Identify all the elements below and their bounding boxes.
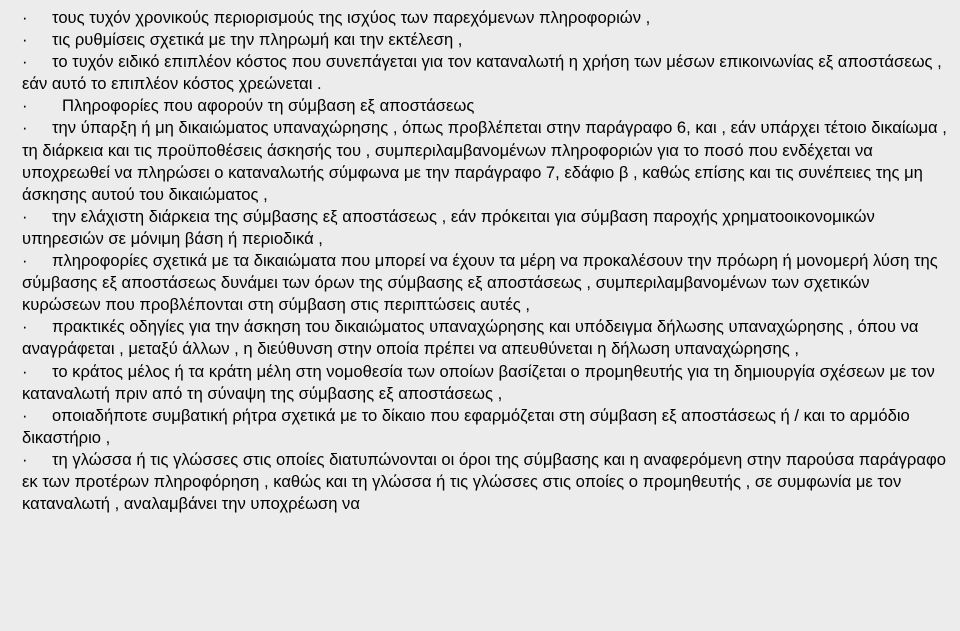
- bullet-marker: ·: [22, 8, 28, 27]
- list-item: [22, 51, 950, 95]
- bullet-marker: ·: [22, 405, 28, 425]
- list-item: [22, 449, 950, 515]
- bullet-marker: ·: [22, 52, 28, 72]
- list-item: [22, 206, 950, 250]
- list-item: [22, 7, 950, 29]
- list-item-text: τους τυχόν χρονικούς περιορισμούς της ισχύος των παρεχόμενων πληροφοριών ,: [52, 8, 651, 27]
- list-item-text: πληροφορίες σχετικά με τα δικαιώματα που μπορεί να έχουν τα μέρη να προκαλέσουν την πρόωρη ή μονομερή λύση της σύμβασης εξ αποστάσεως δυνάμει των όρων της σύμβασης εξ αποστάσεως , συμπεριλαμβανομένων των σχετικών κυρώσεων που προβλέπονται στη σύμβαση στις περιπτώσεις αυτές ,: [22, 251, 938, 315]
- list-item-text: το τυχόν ειδικό επιπλέον κόστος που συνεπάγεται για τον καταναλωτή η χρήση των μέσων επικοινωνίας εξ αποστάσεως , εάν αυτό το επιπλέον κόστος χρεώνεται .: [22, 52, 942, 94]
- list-item: [22, 316, 950, 360]
- list-item: [22, 29, 950, 51]
- bullet-marker: ·: [22, 361, 28, 381]
- list-item-text: το κράτος μέλος ή τα κράτη μέλη στη νομοθεσία των οποίων βασίζεται ο προμηθευτής για τη δημιουργία σχέσεων με τον καταναλωτή πριν από τη σύναψη της σύμβασης εξ αποστάσεως ,: [22, 361, 935, 403]
- bullet-marker: ·: [22, 449, 28, 469]
- list-item: [22, 405, 950, 449]
- bullet-marker: ·: [22, 251, 28, 271]
- bullet-marker: ·: [22, 30, 28, 50]
- list-item-text: τις ρυθμίσεις σχετικά με την πληρωμή και την εκτέλεση ,: [52, 30, 463, 50]
- list-item-text: την ύπαρξη ή μη δικαιώματος υπαναχώρησης , όπως προβλέπεται στην παράγραφο 6, και , εάν υπάρχει τέτοιο δικαίωμα , τη διάρκεια και τις προϋποθέσεις άσκησής του , συμπεριλαμβανομένων πληροφοριών για το ποσό που ενδέχεται να υποχρεωθεί να πληρώσει ο καταναλωτής σύμφωνα με την παράγραφο 7, εδάφιο β , καθώς επίσης και τις συνέπειες της μη άσκησης αυτού του δικαιώματος ,: [22, 118, 947, 204]
- section-heading-text: Πληροφορίες που αφορούν τη σύμβαση εξ αποστάσεως: [62, 96, 475, 116]
- bullet-marker: ·: [22, 206, 28, 226]
- list-item-text: τη γλώσσα ή τις γλώσσες στις οποίες διατυπώνονται οι όροι της σύμβασης και η αναφερόμενη στην παρούσα παράγραφο εκ των προτέρων πληροφόρηση , καθώς και τη γλώσσα ή τις γλώσσες στις οποίες ο προμηθευτής , σε συμφωνία με τον καταναλωτή , αναλαμβάνει την υποχρέωση να: [22, 449, 946, 514]
- bullet-marker: ·: [22, 118, 28, 138]
- list-item: [22, 250, 950, 316]
- section-heading: [22, 95, 950, 117]
- list-item-text: πρακτικές οδηγίες για την άσκηση του δικαιώματος υπαναχώρησης και υπόδειγμα δήλωσης υπαναχώρησης , όπου να αναγράφεται , μεταξύ άλλων , η διεύθυνση στην οποία πρέπει να απευθύνεται η δήλωση υπαναχώρησης ,: [22, 317, 919, 359]
- bullet-marker: ·: [22, 96, 28, 116]
- list-item: [22, 117, 950, 205]
- list-item-text: την ελάχιστη διάρκεια της σύμβασης εξ αποστάσεως , εάν πρόκειται για σύμβαση παροχής χρηματοοικονομικών υπηρεσιών σε μόνιμη βάση ή περιοδικά ,: [22, 206, 875, 248]
- bullet-marker: ·: [22, 317, 28, 337]
- list-item: [22, 361, 950, 405]
- list-item-text: οποιαδήποτε συμβατική ρήτρα σχετικά με το δίκαιο που εφαρμόζεται στη σύμβαση εξ αποστάσεως ή / και το αρμόδιο δικαστήριο ,: [22, 405, 910, 447]
